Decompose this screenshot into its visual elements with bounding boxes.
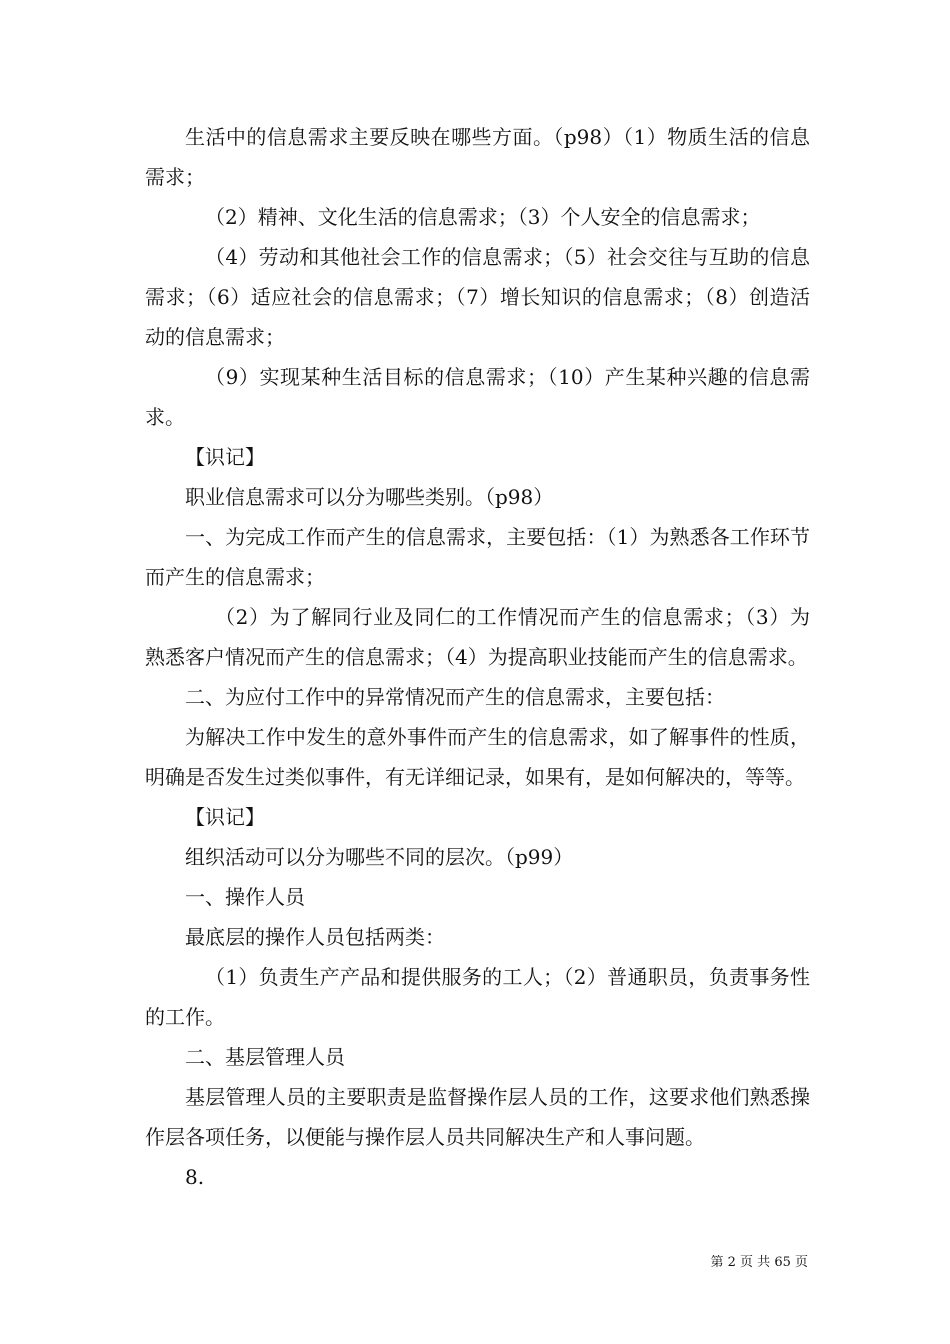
page-number-footer: 第 2 页 共 65 页 <box>710 1255 808 1270</box>
paragraph: 一、为完成工作而产生的信息需求，主要包括：（1）为熟悉各工作环节而产生的信息需求； <box>145 525 810 589</box>
section-number: 8. <box>185 1165 205 1189</box>
paragraph: （1）负责生产产品和提供服务的工人；（2）普通职员，负责事务性的工作。 <box>145 965 810 1029</box>
question-heading: 组织活动可以分为哪些不同的层次。（p99） <box>185 845 574 869</box>
paragraph: （2）精神、文化生活的信息需求；（3）个人安全的信息需求； <box>205 205 761 229</box>
subheading: 一、操作人员 <box>185 885 305 909</box>
paragraph: （4）劳动和其他社会工作的信息需求；（5）社会交往与互助的信息需求；（6）适应社会的信息需求；（7）增长知识的信息需求；（8）创造活动的信息需求； <box>145 245 810 349</box>
subheading: 二、基层管理人员 <box>185 1045 345 1069</box>
document-body <box>145 117 810 1197</box>
section-tag: 【识记】 <box>185 445 265 469</box>
paragraph: 为解决工作中发生的意外事件而产生的信息需求，如了解事件的性质，明确是否发生过类似事件，有无详细记录，如果有，是如何解决的，等等。 <box>145 725 810 789</box>
paragraph: （9）实现某种生活目标的信息需求；（10）产生某种兴趣的信息需求。 <box>145 365 810 429</box>
question-heading: 职业信息需求可以分为哪些类别。（p98） <box>185 485 554 509</box>
paragraph: 最底层的操作人员包括两类： <box>185 925 445 949</box>
section-tag: 【识记】 <box>185 805 265 829</box>
paragraph: 二、为应付工作中的异常情况而产生的信息需求，主要包括： <box>185 685 725 709</box>
paragraph: （2）为了解同行业及同仁的工作情况而产生的信息需求；（3）为熟悉客户情况而产生的信息需求；（4）为提高职业技能而产生的信息需求。 <box>145 605 810 669</box>
paragraph: 生活中的信息需求主要反映在哪些方面。（p98）（1）物质生活的信息需求； <box>145 125 810 189</box>
paragraph: 基层管理人员的主要职责是监督操作层人员的工作，这要求他们熟悉操作层各项任务，以便能与操作层人员共同解决生产和人事问题。 <box>145 1085 810 1149</box>
